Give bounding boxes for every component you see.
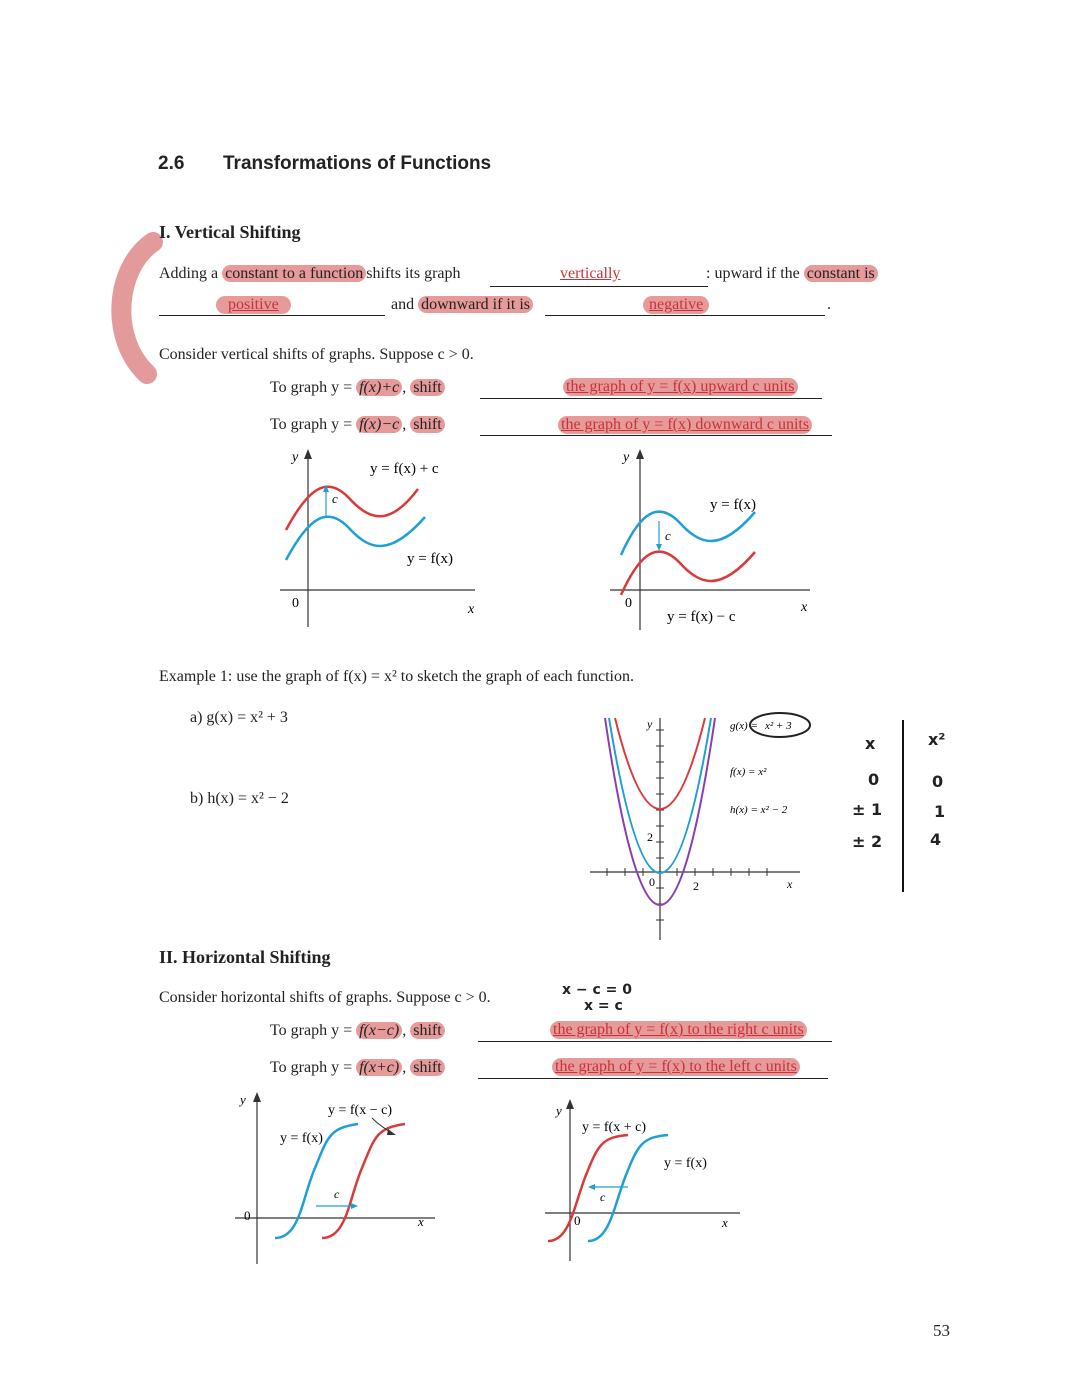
y-axis-label: y [292,450,299,465]
vertical-sentence-line1 [159,265,461,283]
vertical-rule2: To graph y = f(x)−c , shift [270,416,445,434]
handwritten-note-1: x − c = 0 [562,982,633,998]
rule-prefix: To graph y = [270,1059,353,1076]
base-curve [588,1135,668,1241]
shifted-left-curve [548,1135,628,1241]
g-label: g(x) = [730,720,758,732]
fill-rule2: the graph of y = f(x) downward c units [558,416,812,434]
sentence-text: : upward if the [706,265,800,282]
shifted-right-curve [322,1124,405,1238]
vertical-consider: Consider vertical shifts of graphs. Suppose c > 0. [159,346,474,363]
rule-expression: f(x)−c [356,416,402,433]
vertical-shift-down-graph [605,445,825,635]
table-cell: 1 [934,802,946,821]
table-header-x: x [865,734,876,753]
rule-shift: shift [410,1059,444,1076]
base-curve [286,517,425,560]
top-curve-label: y = f(x) [710,497,756,513]
example-intro: Example 1: use the graph of f(x) = x² to sketch the graph of each function. [159,668,634,685]
y-axis-arrow [304,449,312,459]
shift-arrow-head [351,1203,358,1209]
vertical-sentence-line1-end [706,265,878,283]
base-curve-label: y = f(x) − c [667,609,736,625]
parabola-graph [585,710,835,942]
fill-rule-left: the graph of y = f(x) to the left c units [552,1058,800,1076]
shift-arrow-head [588,1184,595,1190]
base-curve-label: y = f(x) [407,551,453,567]
table-divider [902,720,904,892]
blank-line [490,286,708,287]
highlight-downward: downward if it is [418,296,533,313]
y-axis-label: y [647,717,653,731]
pointer-arrow-head [387,1129,396,1135]
y-axis-arrow [566,1099,574,1109]
horizontal-heading: II. Horizontal Shifting [159,947,331,967]
shifted-curve-label: y = f(x + c) [582,1120,646,1135]
rule-expression: f(x−c) [356,1022,402,1039]
rule-shift: shift [410,1022,444,1039]
base-curve-label: y = f(x) [664,1156,707,1171]
example-part-b: b) h(x) = x² − 2 [190,790,289,807]
sentence-text: and [391,296,415,313]
table-cell: 0 [868,770,880,789]
blank-line [478,1078,828,1079]
shifted-up-curve [286,487,418,530]
table-header-x2: x² [928,730,946,749]
vertical-sentence-line2 [391,296,533,314]
horizontal-rule2: To graph y = f(x+c) , shift [270,1059,445,1077]
fill-rule1: the graph of y = f(x) upward c units [563,378,798,396]
handwritten-note-2: x = c [584,998,623,1014]
rule-shift: shift [410,416,444,433]
highlight-constant-function: constant to a function [222,265,366,282]
shifted-curve-label: y = f(x − c) [328,1103,392,1118]
y-axis-label: y [556,1103,562,1118]
f-label: f(x) = x² [730,766,767,778]
fill-vertically: vertically [560,265,621,282]
vertical-rule1: To graph y = f(x)+c , shift [270,379,445,397]
shift-arrow-head [656,544,662,551]
table-cell: ± 2 [852,832,883,851]
x-tick-label: 2 [693,879,699,893]
y-axis-label: y [623,450,630,465]
x-axis-label: x [722,1215,728,1230]
blank-line [478,1041,832,1042]
h-label: h(x) = x² − 2 [730,804,788,816]
fill-negative: negative [643,296,709,314]
shift-c-label: c [334,1187,340,1201]
horizontal-consider: Consider horizontal shifts of graphs. Suppose c > 0. [159,989,491,1006]
fill-positive: positive [216,296,291,314]
shift-c-label: c [600,1190,606,1204]
vertical-heading: I. Vertical Shifting [159,222,301,242]
horizontal-shift-left-graph [540,1095,750,1265]
rule-expression: f(x)+c [356,379,402,396]
x-axis-label: x [801,600,808,615]
shift-c-label: c [665,528,671,543]
rule-shift: shift [410,379,444,396]
page-number: 53 [933,1321,950,1340]
y-axis-arrow [253,1092,261,1102]
sentence-period: . [827,296,831,313]
g-label-circled: x² + 3 [765,720,792,732]
y-tick-label: 2 [647,830,653,844]
shift-c-label: c [332,491,338,506]
origin-label: 0 [292,596,299,611]
vertical-shift-up-graph [270,445,490,630]
table-cell: 4 [930,830,942,849]
sentence-text: Adding a [159,265,219,282]
handwritten-table [840,720,975,895]
origin-label: 0 [649,875,655,889]
rule-prefix: To graph y = [270,379,353,396]
base-curve-label: y = f(x) [280,1131,323,1146]
shifted-down-curve [621,552,755,595]
horizontal-rule1: To graph y = f(x−c) , shift [270,1022,445,1040]
y-axis-arrow [636,449,644,459]
highlight-constant-is: constant is [804,265,878,282]
x-axis-label: x [418,1214,424,1229]
blank-line [159,315,385,316]
table-cell: ± 1 [852,800,883,819]
rule-expression: f(x+c) [356,1059,402,1076]
sentence-text: shifts its graph [366,265,461,282]
example-part-a: a) g(x) = x² + 3 [190,709,288,726]
x-axis-label: x [468,602,475,617]
rule-prefix: To graph y = [270,1022,353,1039]
rule-prefix: To graph y = [270,416,353,433]
blank-line [480,435,832,436]
x-axis-label: x [787,877,793,891]
horizontal-shift-right-graph [230,1088,445,1268]
blank-line [480,398,822,399]
section-title: Transformations of Functions [223,153,492,174]
origin-label: 0 [625,596,632,611]
top-curve-label: y = f(x) + c [370,461,439,477]
section-number: 2.6 [158,153,185,174]
y-axis-label: y [240,1092,246,1107]
origin-label: 0 [244,1208,251,1223]
margin-bracket-mark [95,228,165,388]
table-cell: 0 [932,772,944,791]
origin-label: 0 [574,1213,581,1228]
blank-line [545,315,825,316]
fill-rule-right: the graph of y = f(x) to the right c units [550,1021,807,1039]
base-curve [621,512,755,555]
